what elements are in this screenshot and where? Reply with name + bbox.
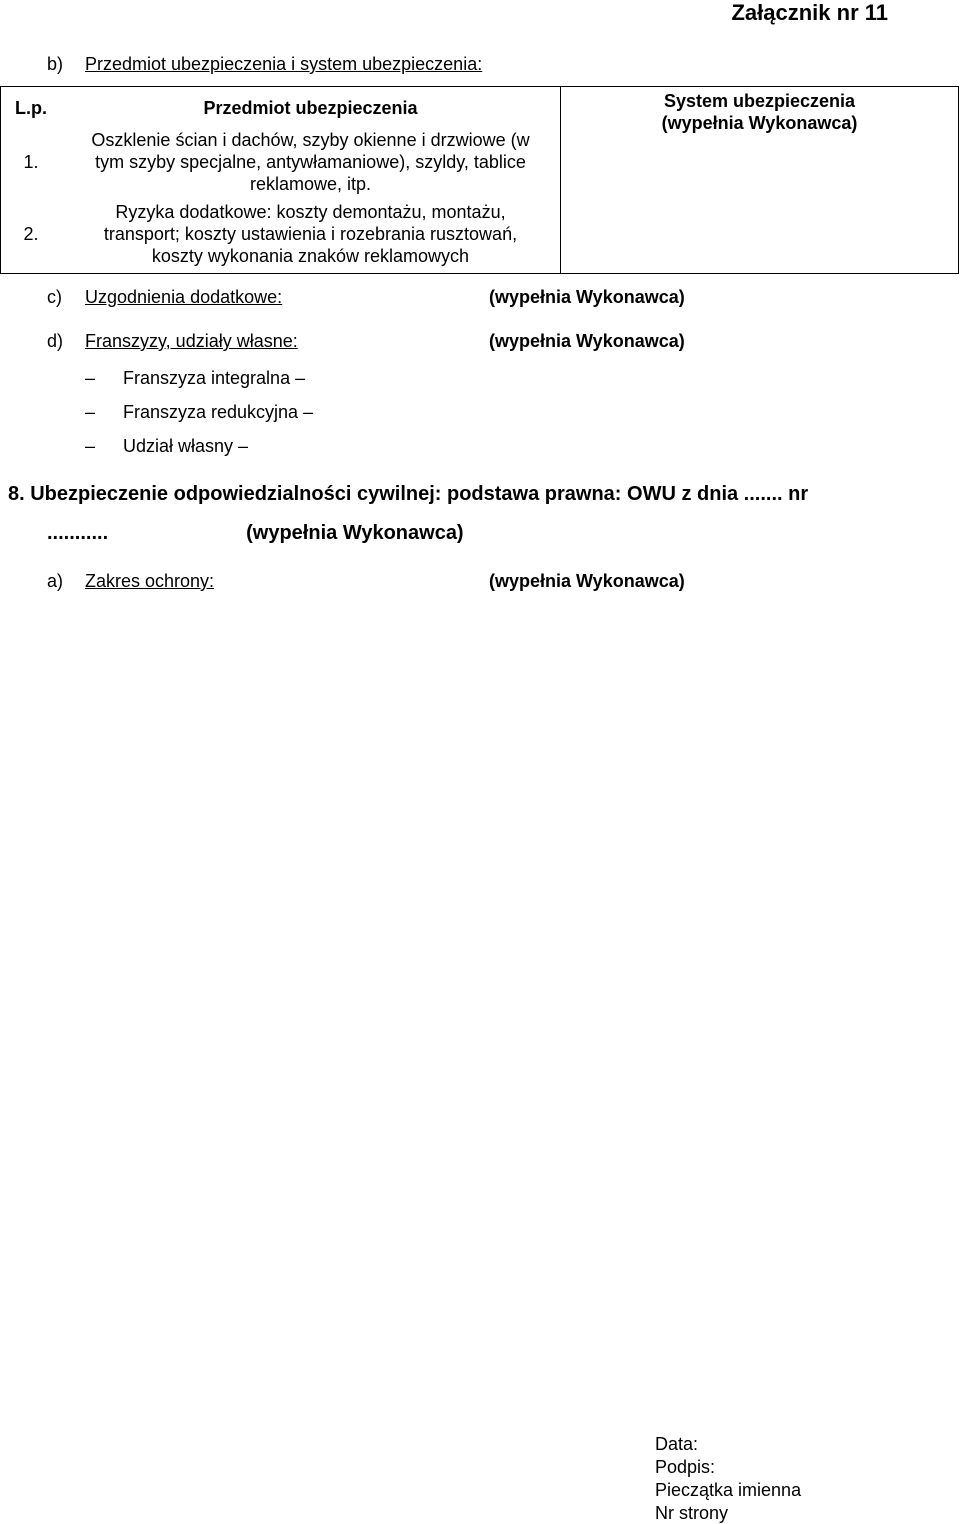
section-b-title: Przedmiot ubezpieczenia i system ubezpieczenia: (85, 54, 483, 74)
footer-page-label: Nr strony (655, 1503, 729, 1523)
deductible-item (85, 436, 248, 457)
dash-bullet: – (85, 402, 96, 422)
system-header-line1: System ubezpieczenia (663, 91, 856, 111)
section-a-note: (wypełnia Wykonawca) (489, 571, 685, 591)
row-1-subject-line: tym szyby specjalne, antywłamaniowe), szyldy, tablice (95, 152, 526, 172)
deductible-item-label: Udział własny – (123, 436, 249, 456)
section-8-note: (wypełnia Wykonawca) (246, 522, 464, 544)
section-c-note: (wypełnia Wykonawca) (489, 287, 685, 307)
section-c-title: Uzgodnienia dodatkowe: (85, 287, 283, 307)
footer-signature-label: Podpis: (655, 1457, 716, 1477)
row-2-subject-line: Ryzyka dodatkowe: koszty demontażu, montażu, (115, 202, 506, 222)
footer-date-label: Data: (655, 1434, 699, 1454)
section-a-letter: a) (47, 571, 64, 591)
attachment-label: Załącznik nr 11 (731, 0, 888, 25)
dash-bullet: – (85, 436, 96, 456)
deductible-item (85, 402, 313, 423)
row-1-subject (61, 129, 561, 195)
section-8-dots: ........... (47, 522, 109, 544)
deductible-item-label: Franszyza redukcyjna – (123, 402, 314, 422)
section-a-title: Zakres ochrony: (85, 571, 215, 591)
table-header-subject: Przedmiot ubezpieczenia (61, 87, 561, 130)
deductible-item (85, 368, 305, 389)
insurance-subject-table (0, 86, 959, 274)
row-1-subject-line: Oszklenie ścian i dachów, szyby okienne i drzwiowe (w (91, 130, 530, 150)
section-8-heading: 8. Ubezpieczenie odpowiedzialności cywilnej: podstawa prawna: OWU z dnia ....... nr (8, 483, 809, 505)
section-d-note: (wypełnia Wykonawca) (489, 331, 685, 351)
section-d-title: Franszyzy, udziały własne: (85, 331, 298, 351)
section-c-letter: c) (47, 287, 62, 307)
row-2-no: 2. (1, 195, 62, 274)
row-1-no: 1. (1, 129, 62, 195)
row-1-subject-line: reklamowe, itp. (249, 174, 372, 194)
section-d-letter: d) (47, 331, 64, 351)
section-8-heading-continued (47, 522, 464, 545)
section-b-letter: b) (47, 54, 64, 74)
row-2-subject (61, 195, 561, 274)
dash-bullet: – (85, 368, 96, 388)
table-header-system (561, 87, 959, 274)
system-header-line2: (wypełnia Wykonawca) (661, 113, 858, 133)
deductible-item-label: Franszyza integralna – (123, 368, 306, 388)
footer-stamp-label: Pieczątka imienna (655, 1480, 802, 1500)
row-2-subject-line: koszty wykonania znaków reklamowych (151, 246, 470, 266)
table-header-no: L.p. (1, 87, 62, 130)
row-2-subject-line: transport; koszty ustawienia i rozebrania rusztowań, (103, 224, 518, 244)
